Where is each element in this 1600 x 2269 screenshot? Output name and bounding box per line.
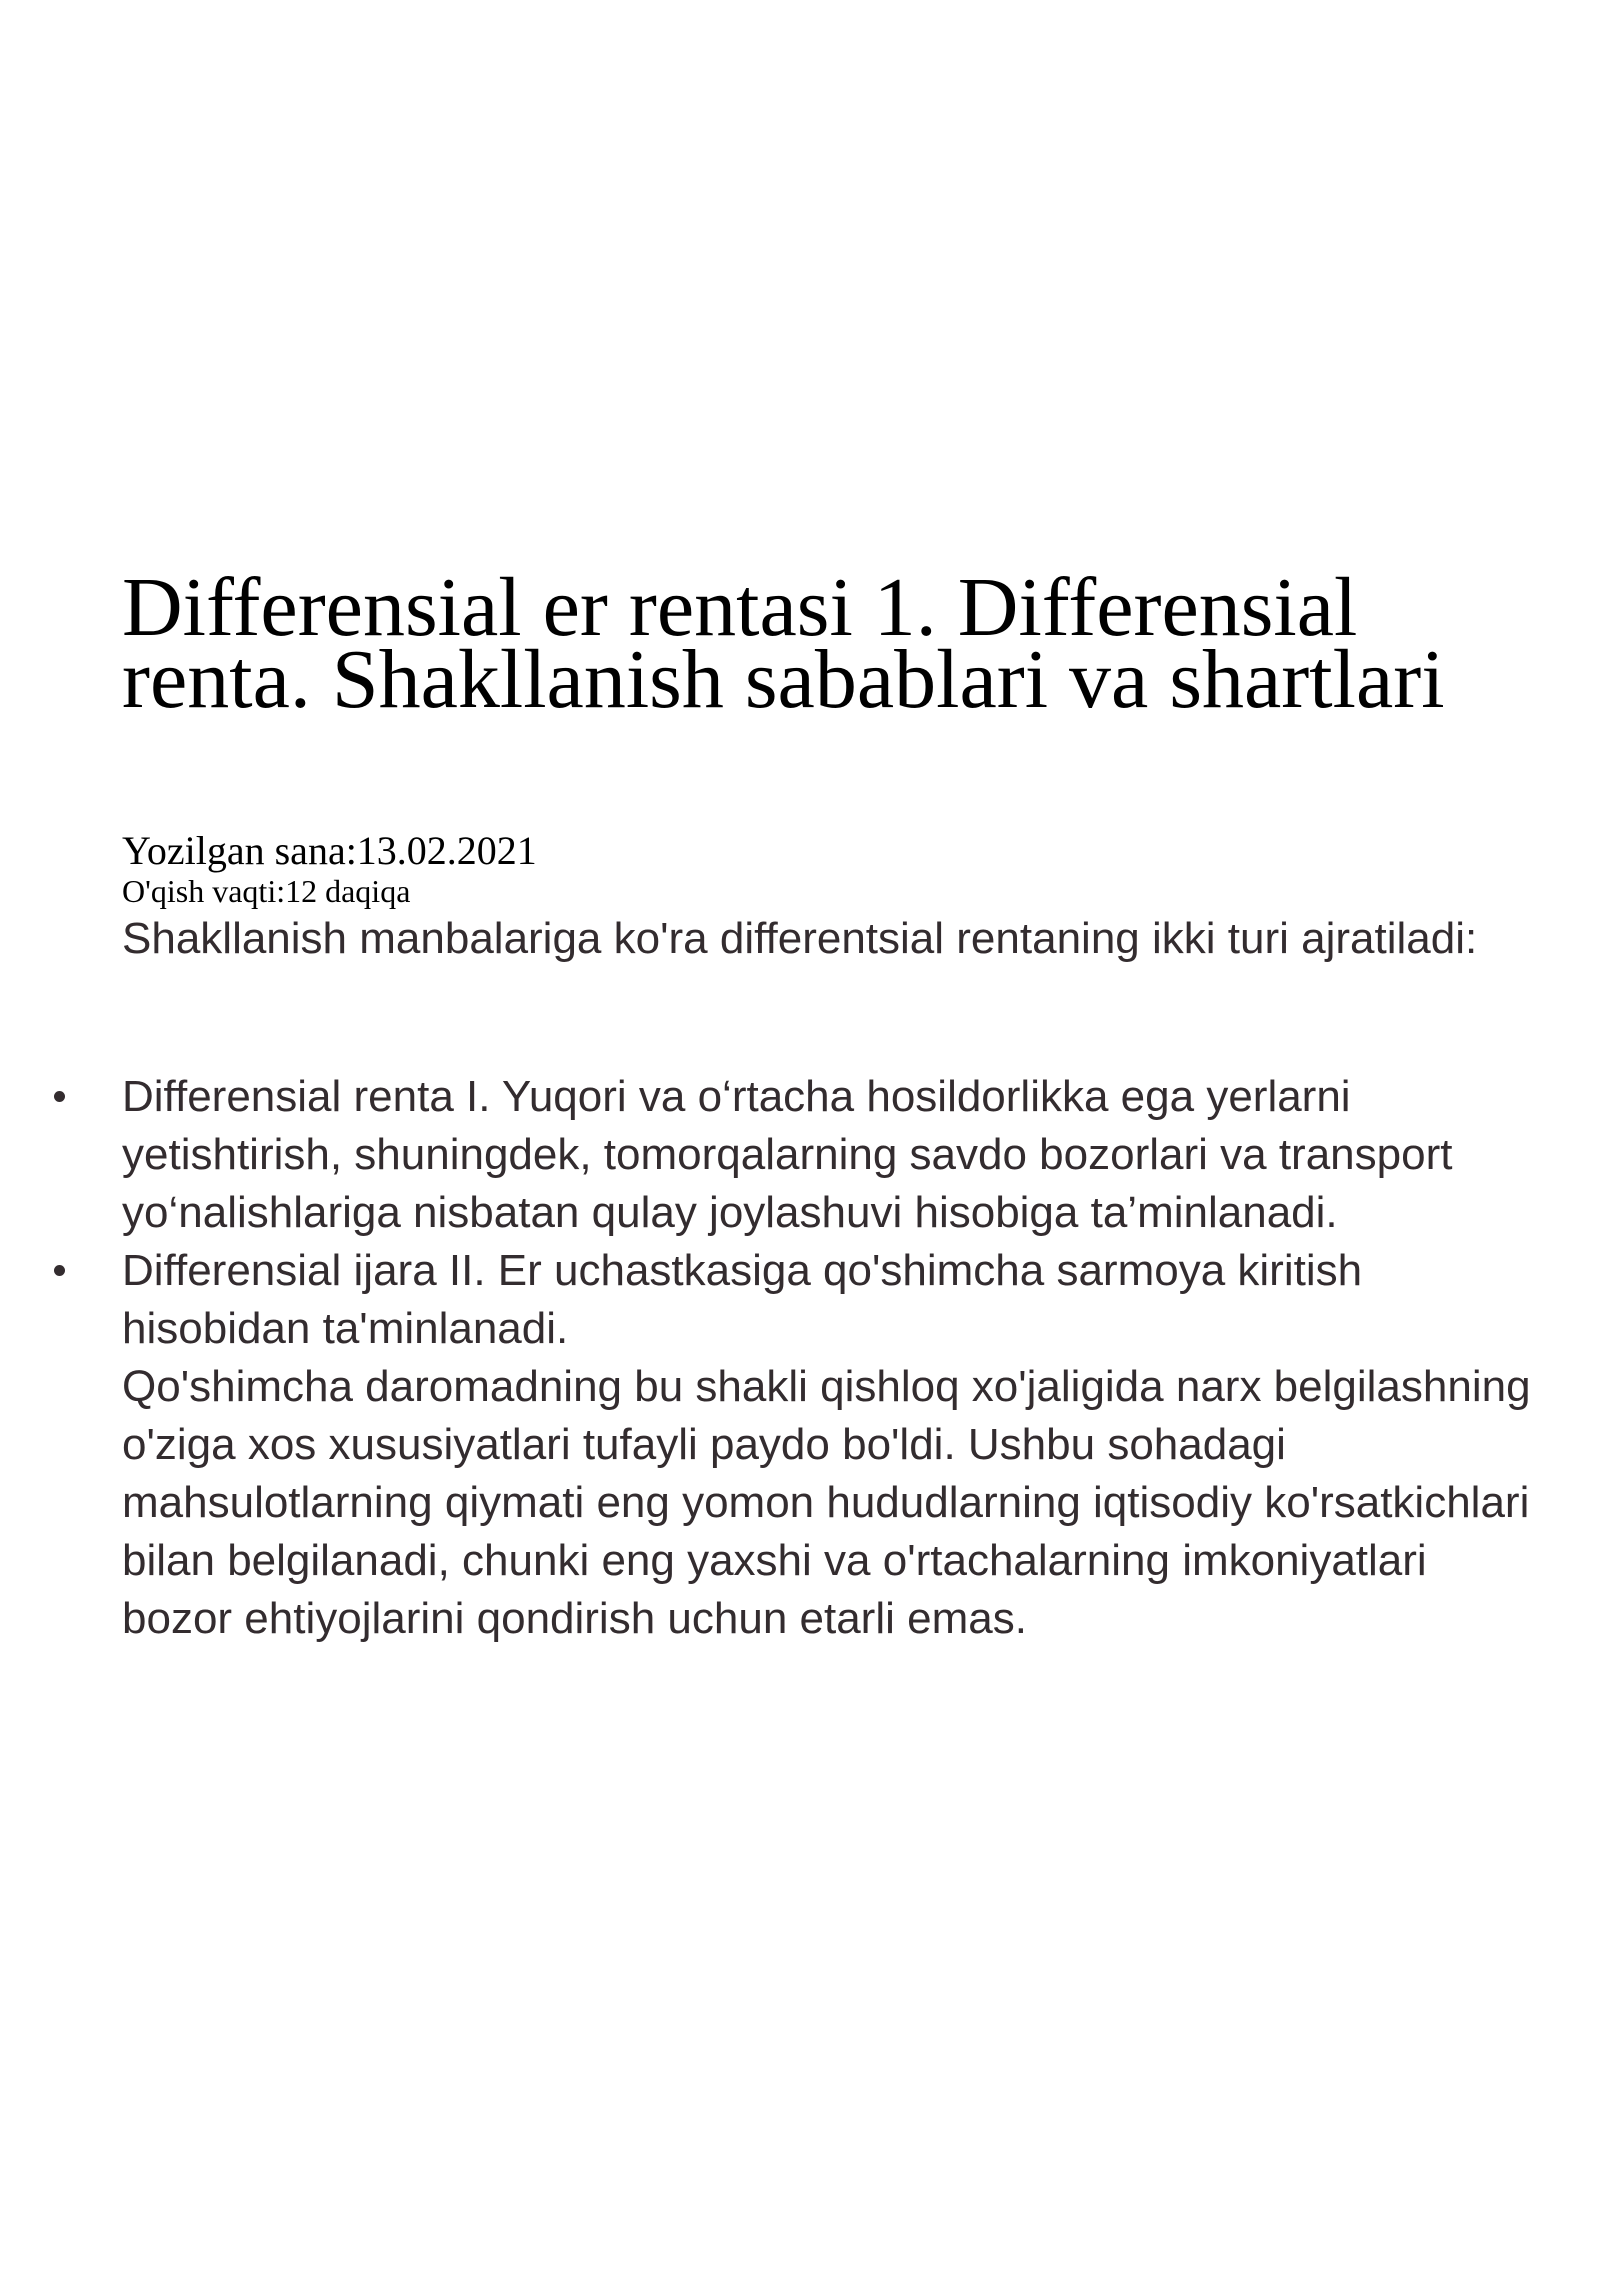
reading-time: O'qish vaqti:12 daqiqa — [122, 873, 411, 909]
article-meta — [122, 830, 1542, 910]
list-item-text: Differensial ijara II. Er uchastkasiga qo'shimcha sarmoya kiritish hisobidan ta'minlanadi. — [122, 1246, 1363, 1353]
bullet-icon — [54, 1091, 65, 1102]
bullet-icon — [54, 1265, 65, 1276]
list-item — [122, 1242, 1542, 1358]
article-body — [122, 910, 1542, 1648]
list-item — [122, 1068, 1542, 1242]
bullet-list — [122, 1068, 1542, 1358]
article — [122, 561, 1542, 1648]
list-item-text: Differensial renta I. Yuqori va o‘rtacha hosildorlikka ega yerlarni yetishtirish, shuningdek, tomorqalarning savdo bozorlari va transport yo‘nalishlariga nisbatan qulay joylashuvi hisobiga ta’minlanadi. — [122, 1072, 1453, 1237]
body-paragraph: Qo'shimcha daromadning bu shakli qishloq xo'jaligida narx belgilashning o'ziga xos xususiyatlari tufayli paydo bo'ldi. Ushbu sohadagi mahsulotlarning qiymati eng yomon hududlarning iqtisodiy ko'rsatkichlari bilan belgilanadi, chunki eng yaxshi va o'rtachalarning imkoniyatlari bozor ehtiyojlarini qondirish uchun etarli emas. — [122, 1362, 1531, 1643]
publish-date: Yozilgan sana:13.02.2021 — [122, 828, 537, 873]
intro-paragraph: Shakllanish manbalariga ko'ra differentsial rentaning ikki turi ajratiladi: — [122, 914, 1478, 963]
article-title: Differensial er rentasi 1. Differensial renta. Shakllanish sabablari va shartlari — [122, 561, 1445, 726]
